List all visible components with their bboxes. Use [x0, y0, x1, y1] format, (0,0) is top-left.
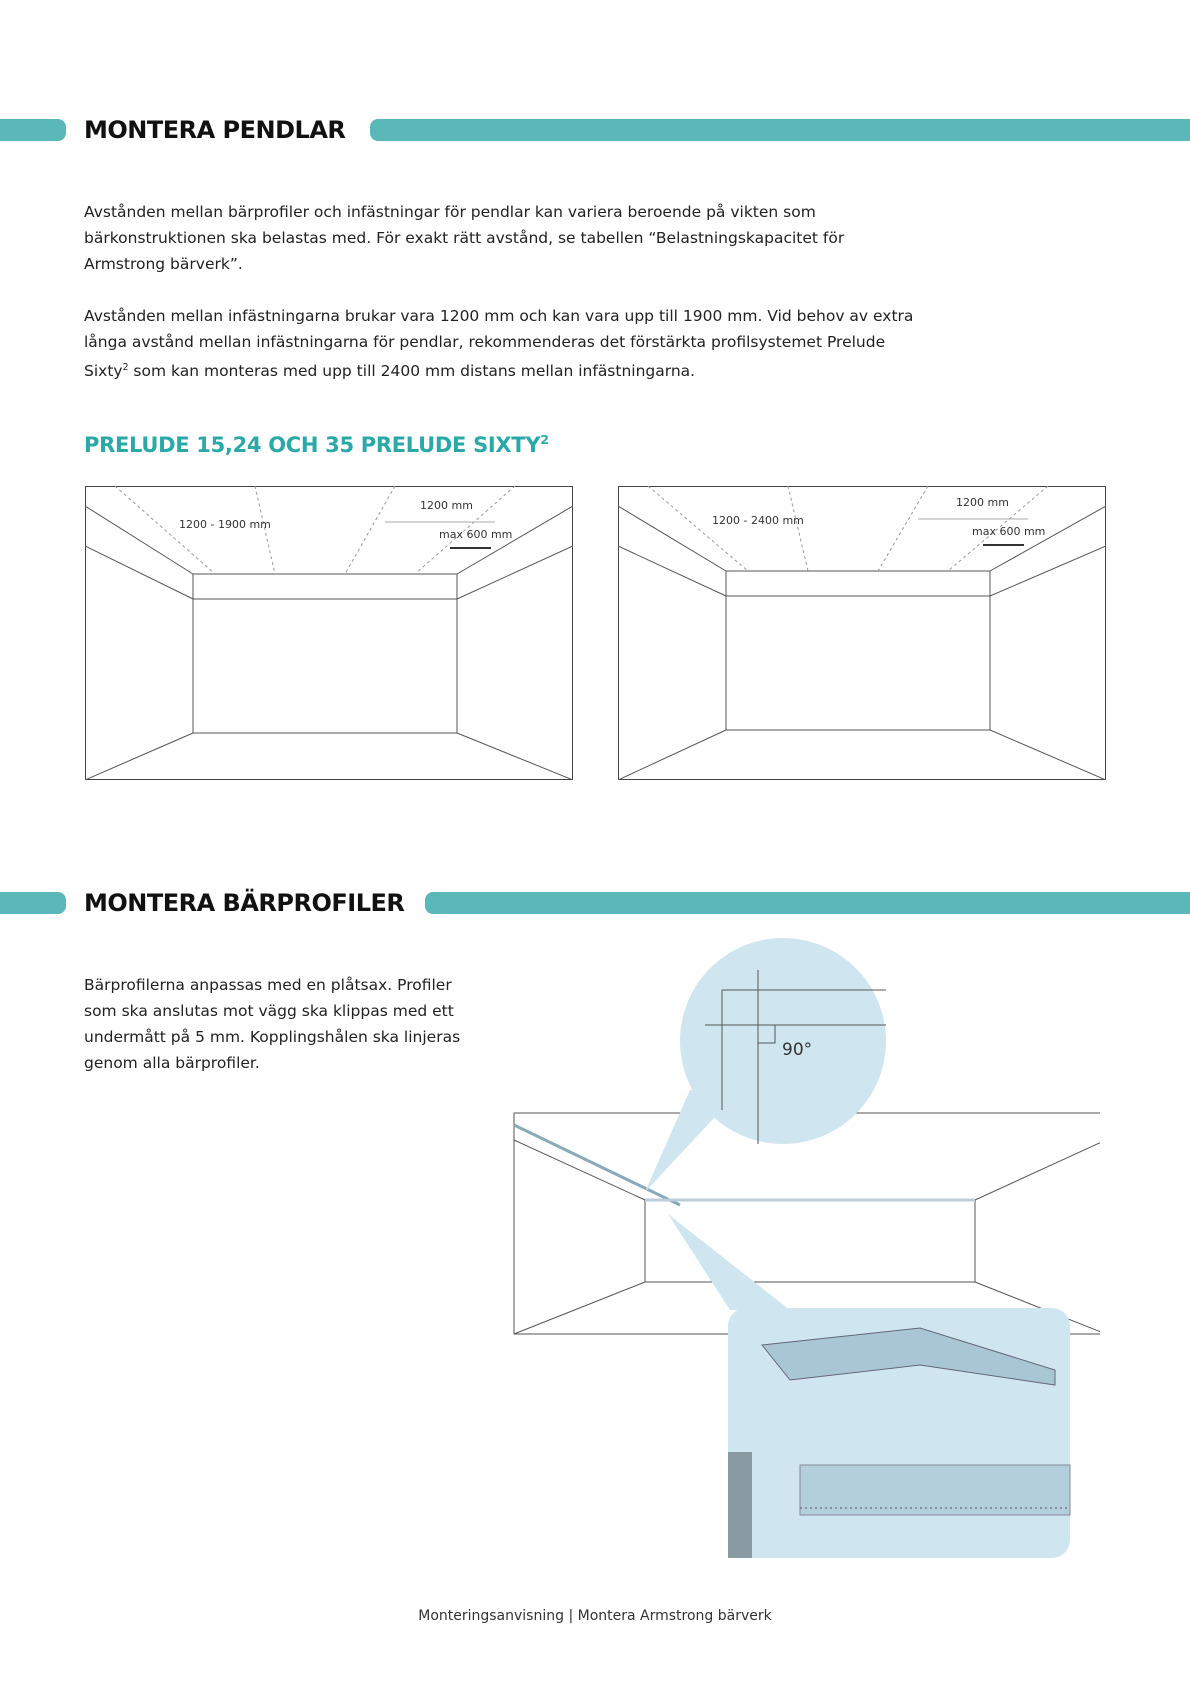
profile-illustration — [500, 930, 1100, 1560]
span-label: 1200 - 1900 mm — [179, 518, 271, 531]
section-title-pendlar: MONTERA PENDLAR — [84, 116, 346, 144]
angle-label: 90° — [782, 1040, 813, 1060]
paragraph-3: Bärprofilerna anpassas med en plåtsax. Profiler som ska anslutas mot vägg ska klippas med ett undermått på 5 mm. Kopplingshålen ska linjeras genom alla bärprofiler. — [84, 976, 461, 1072]
footer-right: Montera Armstrong bärverk — [577, 1608, 772, 1624]
subheading-prelude — [84, 432, 549, 457]
footer-left: Monteringsanvisning — [418, 1608, 564, 1624]
spacing-label: 1200 mm — [420, 499, 473, 512]
footer — [0, 1608, 1190, 1624]
paragraph-2 — [84, 303, 934, 384]
text: PRELUDE 15,24 OCH 35 PRELUDE SIXTY — [84, 433, 541, 457]
section-bar-left — [0, 892, 66, 914]
section-bar-right — [370, 119, 1190, 141]
room-diagram-1 — [85, 486, 573, 780]
paragraph-1: Avstånden mellan bärprofiler och infästningar för pendlar kan variera beroende på vikten som bärkonstruktionen ska belastas med. För exakt rätt avstånd, se tabellen “Belastningskapacitet för Armstrong bärverk”. — [84, 203, 845, 273]
superscript: 2 — [122, 362, 129, 373]
spacing-label: 1200 mm — [956, 496, 1009, 509]
max-label: max 600 mm — [972, 525, 1046, 538]
span-label: 1200 - 2400 mm — [712, 514, 804, 527]
max-label: max 600 mm — [439, 528, 513, 541]
section-bar-left — [0, 119, 66, 141]
section-title-barprofiler: MONTERA BÄRPROFILER — [84, 889, 405, 917]
text: Avstånden mellan infästningarna brukar vara 1200 mm och kan vara upp till 1900 mm. Vid behov av extra långa avstånd mellan infästningarna för pendlar, rekommenderas det förstärkta profilsystemet Prelude Sixty — [84, 307, 914, 381]
superscript: 2 — [540, 432, 549, 447]
text: som kan monteras med upp till 2400 mm distans mellan infästningarna. — [128, 362, 696, 381]
room-diagram-2 — [618, 486, 1106, 780]
section-bar-right — [425, 892, 1190, 914]
footer-separator: | — [568, 1608, 574, 1624]
